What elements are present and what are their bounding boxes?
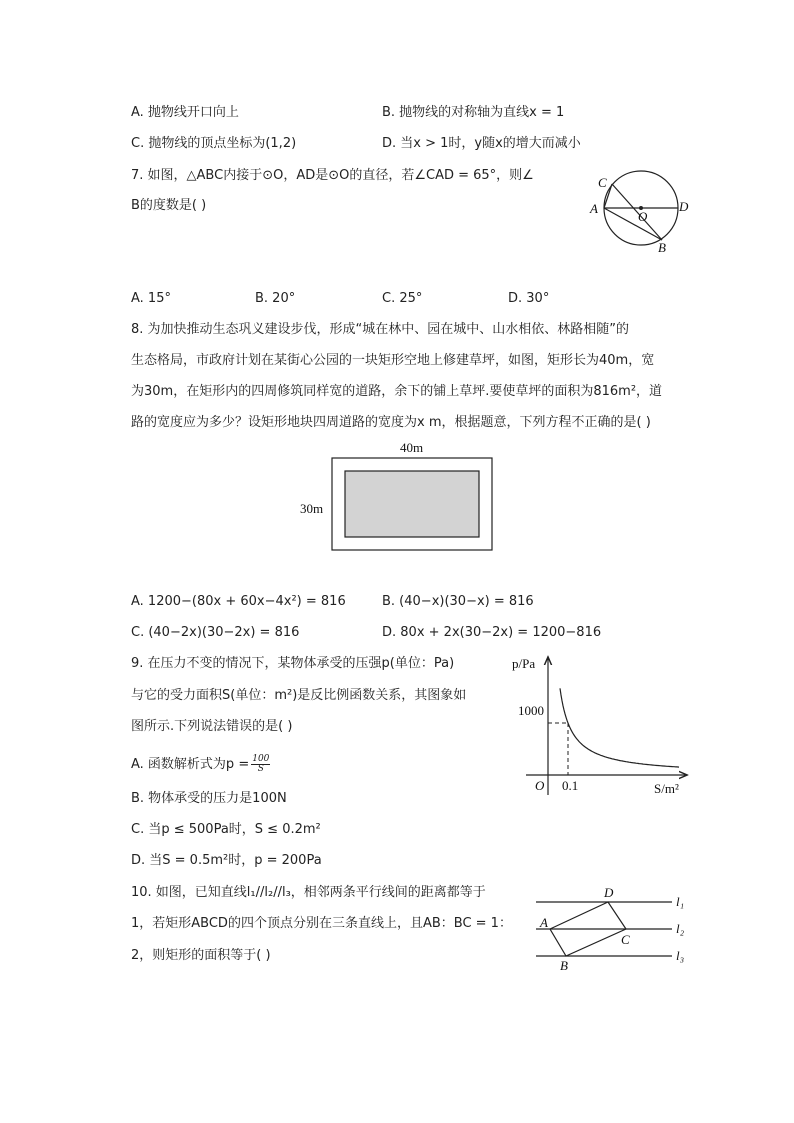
q10-parallel-lines-figure bbox=[530, 884, 695, 976]
q9-option-a-text: A. 函数解析式为p = bbox=[131, 757, 250, 772]
q7-option-b: B. 20° bbox=[255, 291, 296, 306]
chord-cb bbox=[612, 184, 662, 240]
q8-stem-line3: 为30m，在矩形内的四周修筑同样宽的道路，余下的铺上草坪.要使草坪的面积为816m²，道 bbox=[131, 384, 663, 399]
fraction-numerator: 100 bbox=[252, 754, 270, 764]
q8-option-b: B. (40−x)(30−x) = 816 bbox=[382, 594, 534, 609]
x-tick-0-1: 0.1 bbox=[562, 778, 579, 793]
q7-stem-line2: B的度数是( ) bbox=[131, 198, 207, 213]
label-l3: l₃ bbox=[676, 948, 685, 963]
q9-stem-line2: 与它的受力面积S(单位：m²)是反比例函数关系，其图象如 bbox=[131, 688, 467, 703]
label-b: B bbox=[658, 240, 666, 255]
q8-stem-line4: 路的宽度应为多少？设矩形地块四周道路的宽度为x m，根据题意，下列方程不正确的是( ) bbox=[131, 415, 651, 430]
label-b: B bbox=[560, 958, 568, 973]
q7-option-d: D. 30° bbox=[508, 291, 550, 306]
q7-option-c: C. 25° bbox=[382, 291, 423, 306]
fraction-100-over-s bbox=[251, 755, 270, 774]
q9-inverse-function-chart bbox=[506, 652, 696, 802]
q9-option-a bbox=[131, 755, 270, 774]
q6-option-d: D. 当x > 1时，y随x的增大而减小 bbox=[382, 136, 581, 151]
origin-label: O bbox=[535, 778, 545, 793]
y-axis-label: p/Pa bbox=[512, 656, 536, 671]
q9-stem-line3: 图所示.下列说法错误的是( ) bbox=[131, 719, 293, 734]
label-a: A bbox=[540, 915, 548, 930]
label-o: O bbox=[638, 209, 648, 224]
label-c: C bbox=[621, 932, 630, 947]
q7-stem-line1: 7. 如图，△ABC内接于⊙O，AD是⊙O的直径，若∠CAD = 65°，则∠ bbox=[131, 168, 534, 183]
label-30m: 30m bbox=[300, 501, 324, 516]
q6-option-b: B. 抛物线的对称轴为直线x = 1 bbox=[382, 105, 565, 120]
q9-option-b: B. 物体承受的压力是100N bbox=[131, 791, 287, 806]
q7-circle-figure bbox=[582, 168, 694, 256]
label-a: A bbox=[590, 201, 598, 216]
y-tick-1000: 1000 bbox=[518, 703, 544, 718]
label-d: D bbox=[604, 885, 614, 900]
q8-rectangle-figure bbox=[296, 438, 500, 554]
q8-option-a: A. 1200−(80x + 60x−4x²) = 816 bbox=[131, 594, 346, 609]
q10-stem-line3: 2，则矩形的面积等于( ) bbox=[131, 948, 271, 963]
q8-option-c: C. (40−2x)(30−2x) = 816 bbox=[131, 625, 300, 640]
x-axis-label: S/m² bbox=[654, 781, 679, 796]
lawn-rectangle bbox=[345, 471, 479, 537]
q9-stem-line1: 9. 在压力不变的情况下，某物体承受的压强p(单位：Pa) bbox=[131, 656, 455, 671]
q7-option-a: A. 15° bbox=[131, 291, 171, 306]
label-40m: 40m bbox=[400, 440, 424, 455]
chord-ab bbox=[604, 208, 662, 240]
q10-stem-line1: 10. 如图，已知直线l₁//l₂//l₃，相邻两条平行线间的距离都等于 bbox=[131, 885, 486, 900]
q8-stem-line2: 生态格局，市政府计划在某街心公园的一块矩形空地上修建草坪，如图，矩形长为40m，宽 bbox=[131, 353, 655, 368]
curve-p-equals-100-over-s bbox=[560, 688, 679, 767]
label-l2: l₂ bbox=[676, 921, 685, 936]
q9-option-d: D. 当S = 0.5m²时，p = 200Pa bbox=[131, 853, 322, 868]
q8-option-d: D. 80x + 2x(30−2x) = 1200−816 bbox=[382, 625, 602, 640]
fraction-denominator: S bbox=[257, 764, 264, 774]
label-l1: l₁ bbox=[676, 894, 685, 909]
q8-stem-line1: 8. 为加快推动生态巩义建设步伐，形成“城在林中、园在城中、山水相依、林路相随”的 bbox=[131, 322, 630, 337]
q10-stem-line2: 1，若矩形ABCD的四个顶点分别在三条直线上，且AB：BC = 1： bbox=[131, 916, 512, 931]
q6-option-a: A. 抛物线开口向上 bbox=[131, 105, 239, 120]
label-c: C bbox=[598, 175, 607, 190]
label-d: D bbox=[679, 199, 689, 214]
q6-option-c: C. 抛物线的顶点坐标为(1,2) bbox=[131, 136, 297, 151]
q9-option-c: C. 当p ≤ 500Pa时，S ≤ 0.2m² bbox=[131, 822, 321, 837]
